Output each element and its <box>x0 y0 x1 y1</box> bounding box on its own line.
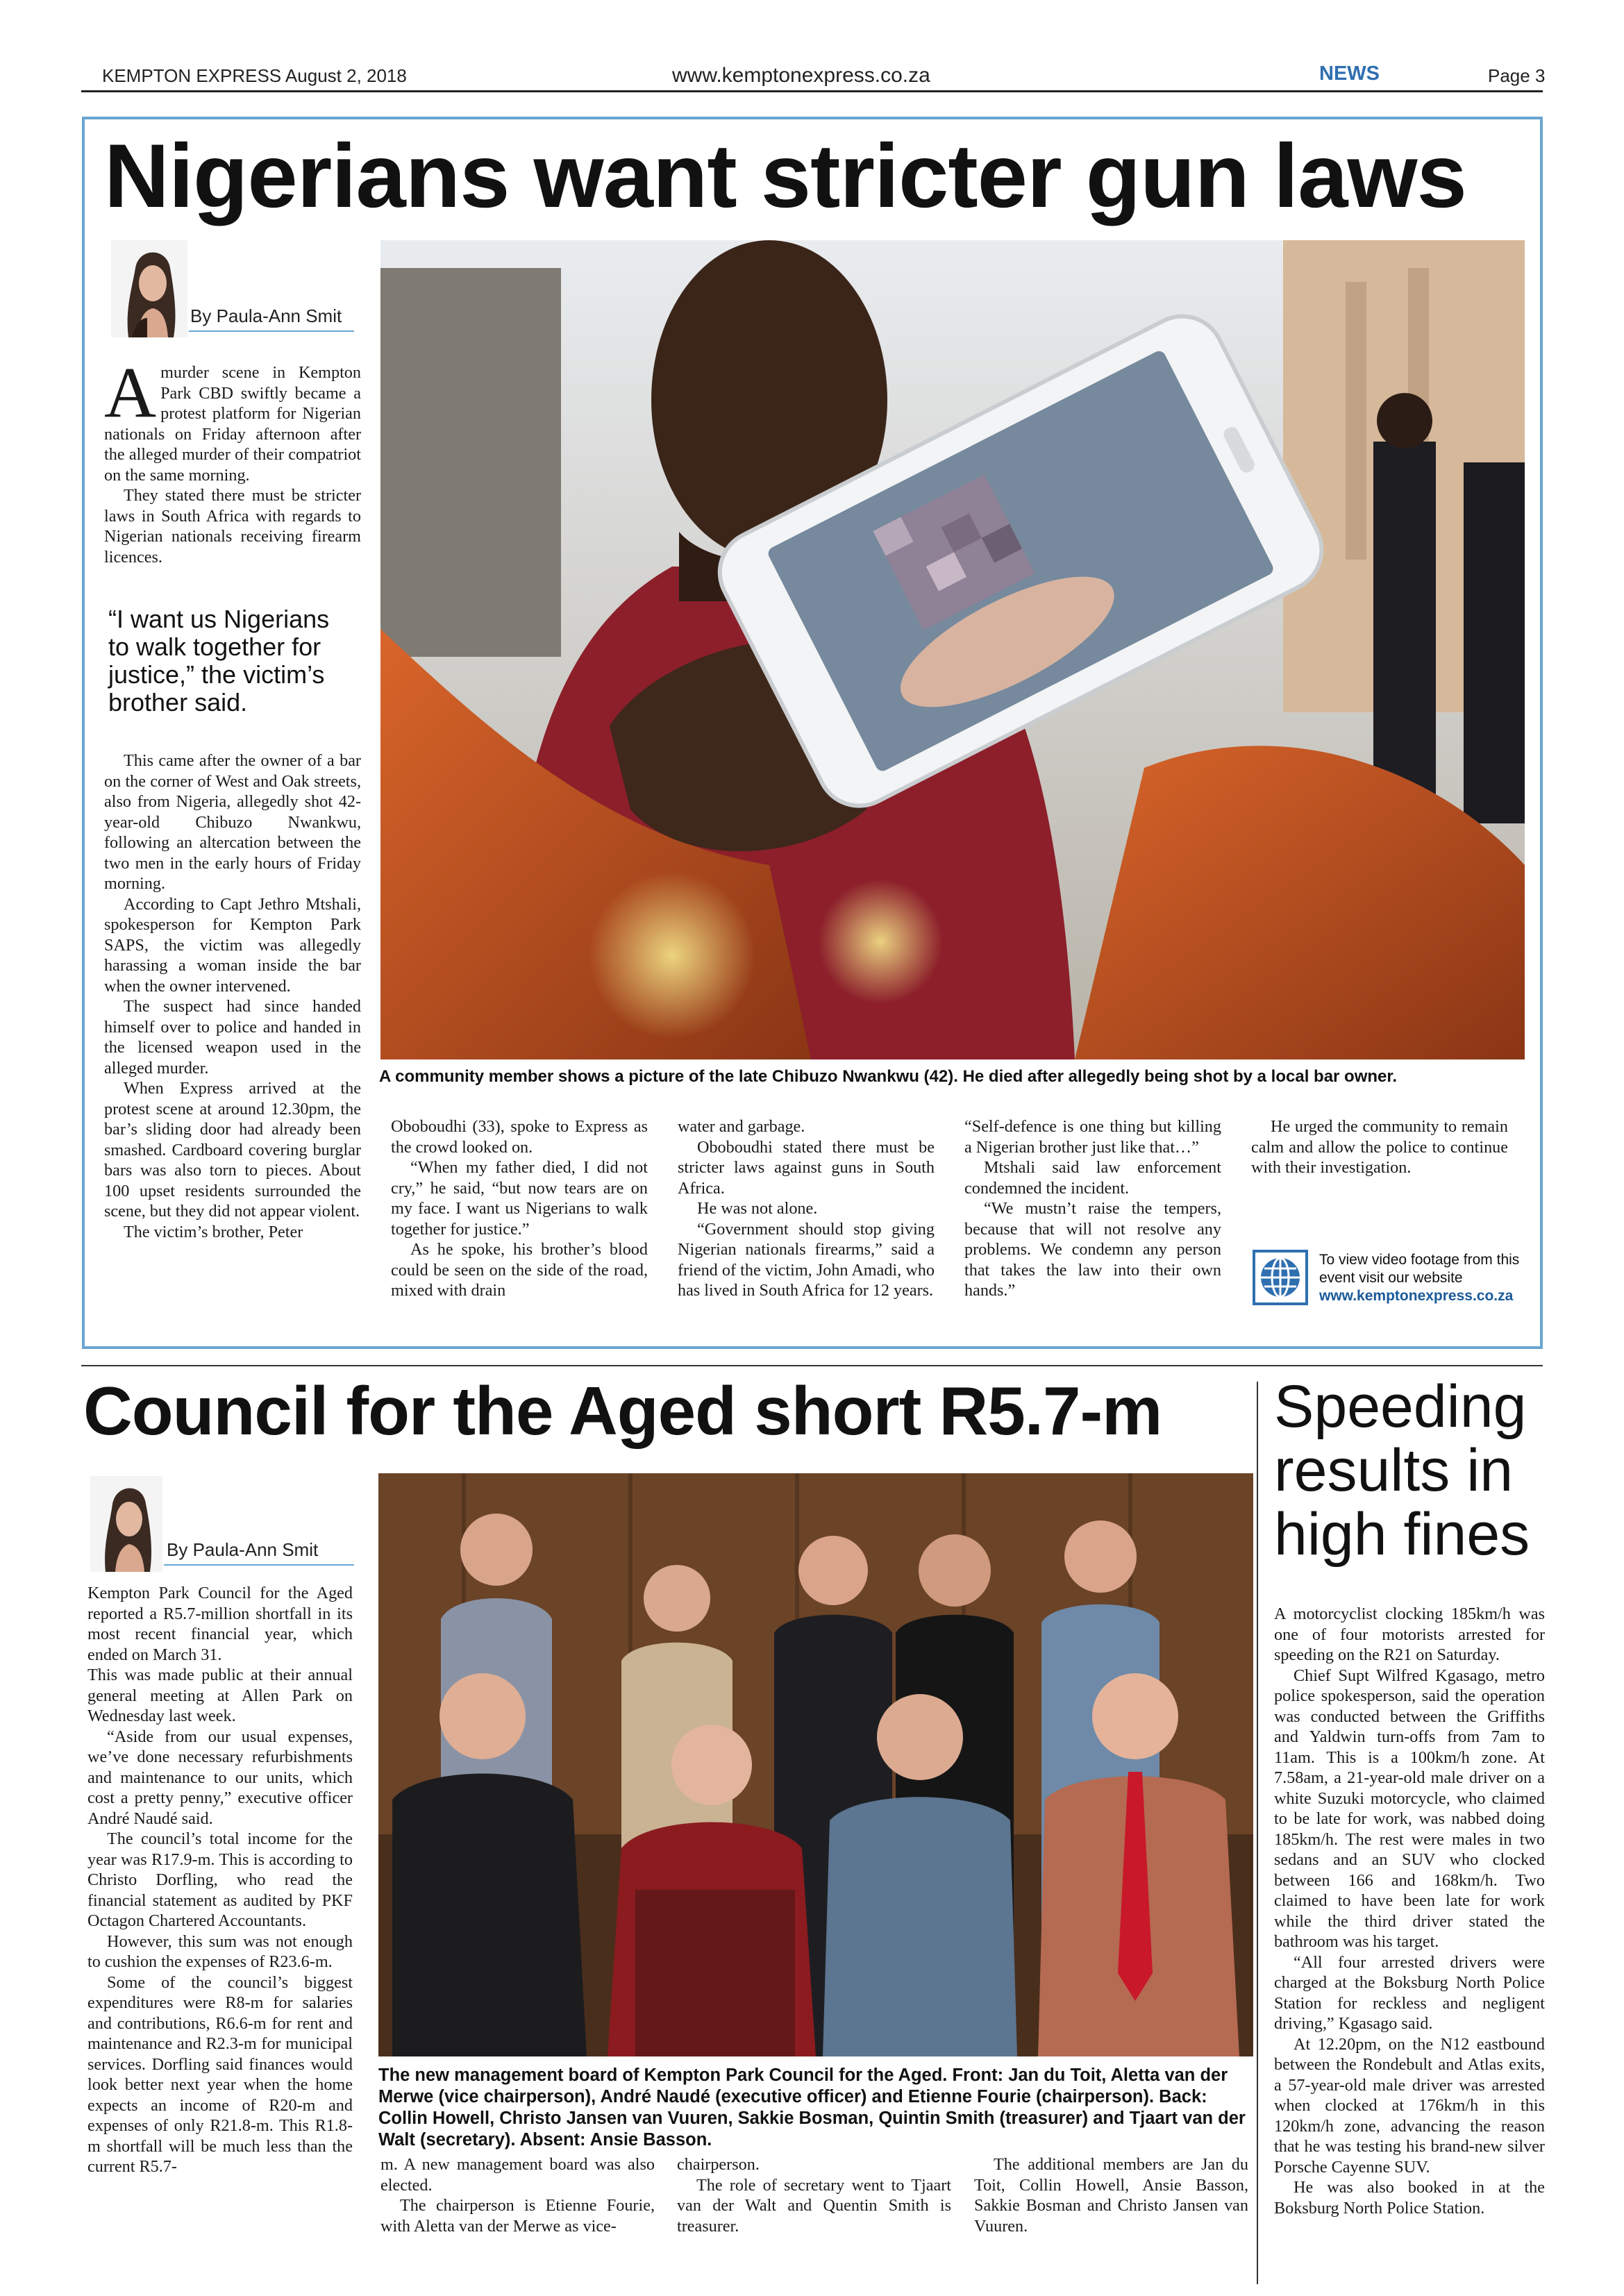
story2-paragraph: “Aside from our usual expenses, we’ve done necessary refurbishments and maintenance to our units, which cost a pretty penny,” executive officer André Naudé said. <box>87 1727 353 1828</box>
story2-headline: Council for the Aged short R5.7-m <box>83 1373 1162 1449</box>
story1-headline: Nigerians want stricter gun laws <box>104 125 1466 226</box>
story1-paragraph: He was not alone. <box>697 1199 818 1218</box>
story1-col1-bottom <box>104 751 361 1242</box>
header-rule <box>81 90 1543 92</box>
story2-paragraph: The role of secretary went to Tjaart van der Walt and Quentin Smith is treasurer. <box>677 2175 951 2236</box>
author-portrait <box>111 240 187 337</box>
story3-paragraph: Chief Supt Wilfred Kgasago, metro police spokesperson, said the operation was conducted between the Griffiths and Yaldwin turn-offs from 7am to 11am. This is a 100km/h zone. At 7.58am, a 21-year-old male driver on a white Suzuki motorcycle, who claimed to be late for work, was nabbed doing 185km/h. The rest were males in two sedans and an SUV who clocked between 166 and 168km/h. Two claimed to have been late for work while the third driver stated the bathroom was his target. <box>1274 1666 1545 1951</box>
story2-photo <box>378 1473 1253 2056</box>
story1-paragraph: “When my father died, I did not cry,” he said, “but now tears are on my face. I want us Nigerians to walk together for justice.” <box>391 1158 648 1239</box>
web-note-text <box>1319 1251 1534 1305</box>
story2-paragraph: However, this sum was not enough to cushion the expenses of R23.6-m. <box>87 1932 353 1971</box>
story1-paragraph: Oboboudhi stated there must be stricter laws against guns in South Africa. <box>678 1137 935 1198</box>
story1-byline: By Paula-Ann Smit <box>190 305 342 326</box>
story1-paragraph: According to Capt Jethro Mtshali, spokesperson for Kempton Park SAPS, the victim was allegedly harassing a woman inside the bar when the owner intervened. <box>104 894 361 996</box>
story2-paragraph: m. A new management board was also elected. <box>380 2155 655 2195</box>
story1-paragraph: They stated there must be stricter laws in South Africa with regards to Nigerian nationals receiving firearm licences. <box>104 486 361 567</box>
byline-rule <box>189 330 354 332</box>
story1-photo-caption: A community member shows a picture of the late Chibuzo Nwankwu (42). He died after allegedly being shot by a local bar owner. <box>379 1067 1398 1086</box>
story1-col3 <box>678 1116 935 1301</box>
story1-paragraph: water and garbage. <box>678 1117 805 1136</box>
story2-col4 <box>974 2154 1248 2236</box>
story2-paragraph: The additional members are Jan du Toit, Collin Howell, Ansie Basson, Sakkie Bosman and Christo Jansen van Vuuren. <box>974 2155 1248 2236</box>
story1-col1-top <box>104 353 361 567</box>
story3-headline: Speeding results in high fines <box>1274 1373 1530 1568</box>
story3-paragraph: A motorcyclist clocking 185km/h was one of four motorists arrested for speeding on the R21 on Saturday. <box>1274 1604 1545 1664</box>
story2-col3 <box>677 2154 951 2236</box>
story3-paragraph: At 12.20pm, on the N12 eastbound between the Rondebult and Atlas exits, a 57-year-old male driver was arrested when clocked at 176km/h in this 120km/h zone, advancing the reason that he was testing his brand-new silver Porsche Cayenne SUV. <box>1274 2034 1545 2177</box>
website-link[interactable]: www.kemptonexpress.co.za <box>672 64 930 87</box>
story1-paragraph: Mtshali said law enforcement condemned the incident. <box>964 1158 1221 1198</box>
publication-date: KEMPTON EXPRESS August 2, 2018 <box>102 65 407 86</box>
story1-paragraph: “We mustn’t raise the tempers, because that will not resolve any problems. We condemn any person that takes the law into their own hands.” <box>964 1199 1221 1300</box>
story2-col1 <box>87 1583 353 2177</box>
story1-paragraph: This came after the owner of a bar on the corner of West and Oak streets, also from Nigeria, allegedly shot 42-year-old Chibuzo Nwankwu, following an altercation between the two men in the early hours of Friday morning. <box>104 751 361 893</box>
story3-paragraph: He was also booked in at the Boksburg North Police Station. <box>1274 2178 1545 2218</box>
web-note-link[interactable]: www.kemptonexpress.co.za <box>1319 1288 1514 1304</box>
story1-paragraph: As he spoke, his brother’s blood could be seen on the side of the road, mixed with drain <box>391 1240 648 1300</box>
story1-paragraph: He urged the community to remain calm and allow the police to continue with their investigation. <box>1251 1117 1508 1177</box>
story2-paragraph: chairperson. <box>677 2155 760 2174</box>
sidebar-divider <box>1257 1382 1258 2284</box>
story3-paragraph: “All four arrested drivers were charged at the Boksburg North Police Station for reckless and negligent driving,” Kgasago said. <box>1274 1952 1545 2033</box>
author-portrait <box>90 1476 162 1572</box>
story2-paragraph: Some of the council’s biggest expenditures were R8-m for salaries and contributions, R6.6-m for rent and maintenance and R2.3-m for municipal services. Dorfling said finances would look better next year when the home expects an income of R20-m and expenses of only R21.8-m. This R1.8-m shortfall will be much less than the current R5.7- <box>87 1972 353 2176</box>
story1-paragraph: “Self-defence is one thing but killing a Nigerian brother just like that…” <box>964 1117 1221 1157</box>
story1-lead: murder scene in Kempton Park CBD swiftly became a protest platform for Nigerian nationals on Friday afternoon after the alleged murder of their compatriot on the same morning. <box>104 363 361 485</box>
section-label: NEWS <box>1319 62 1380 85</box>
section-divider <box>81 1365 1543 1366</box>
story2-paragraph: The chairperson is Etienne Fourie, with Aletta van der Merwe as vice- <box>380 2196 655 2236</box>
story1-paragraph: The suspect had since handed himself over to police and handed in the licensed weapon used in the alleged murder. <box>104 997 361 1078</box>
byline-rule <box>164 1564 354 1566</box>
story1-paragraph: Oboboudhi (33), spoke to Express as the crowd looked on. <box>391 1117 648 1157</box>
story1-col5 <box>1251 1116 1508 1178</box>
story2-paragraph: The council’s total income for the year was R17.9-m. This is according to Christo Dorfling, who read the financial statement as audited by PKF Octagon Chartered Accountants. <box>87 1829 353 1930</box>
story1-paragraph: “Government should stop giving Nigerian nationals firearms,” said a friend of the victim, John Amadi, who has lived in South Africa for 12 years. <box>678 1219 935 1300</box>
web-note-label: To view video footage from this event visit our website <box>1319 1252 1520 1286</box>
pull-quote: “I want us Nigerians to walk together for justice,” the victim’s brother said. <box>108 605 330 717</box>
globe-icon <box>1253 1250 1308 1305</box>
story2-paragraph: This was made public at their annual general meeting at Allen Park on Wednesday last week. <box>87 1666 353 1725</box>
story3-col <box>1274 1604 1545 2218</box>
story1-photo <box>380 240 1525 1059</box>
story2-paragraph: Kempton Park Council for the Aged reported a R5.7-million shortfall in its most recent financial year, which ended on March 31. <box>87 1584 353 1664</box>
story2-photo-caption: The new management board of Kempton Park Council for the Aged. Front: Jan du Toit, Aletta van der Merwe (vice chairperson), André Naudé (executive officer) and Etienne Fourie (chairperson). Back: Collin Howell, Christo Jansen van Vuuren, Sakkie Bosman, Quintin Smith (treasurer) and Tjaart van der Walt (secretary). Absent: Ansie Basson. <box>378 2065 1246 2150</box>
story2-col2 <box>380 2154 655 2236</box>
drop-cap: A <box>104 353 157 433</box>
story1-paragraph: The victim’s brother, Peter <box>124 1222 303 1241</box>
story2-byline: By Paula-Ann Smit <box>167 1539 319 1560</box>
story1-col4 <box>964 1116 1221 1301</box>
story1-paragraph: When Express arrived at the protest scene at around 12.30pm, the bar’s sliding door had already been smashed. Cardboard covering burglar bars was also torn to pieces. About 100 upset residents surrounded the scene, but they did not appear violent. <box>104 1079 361 1221</box>
story1-col2 <box>391 1116 648 1301</box>
page-number: Page 3 <box>1488 65 1546 86</box>
